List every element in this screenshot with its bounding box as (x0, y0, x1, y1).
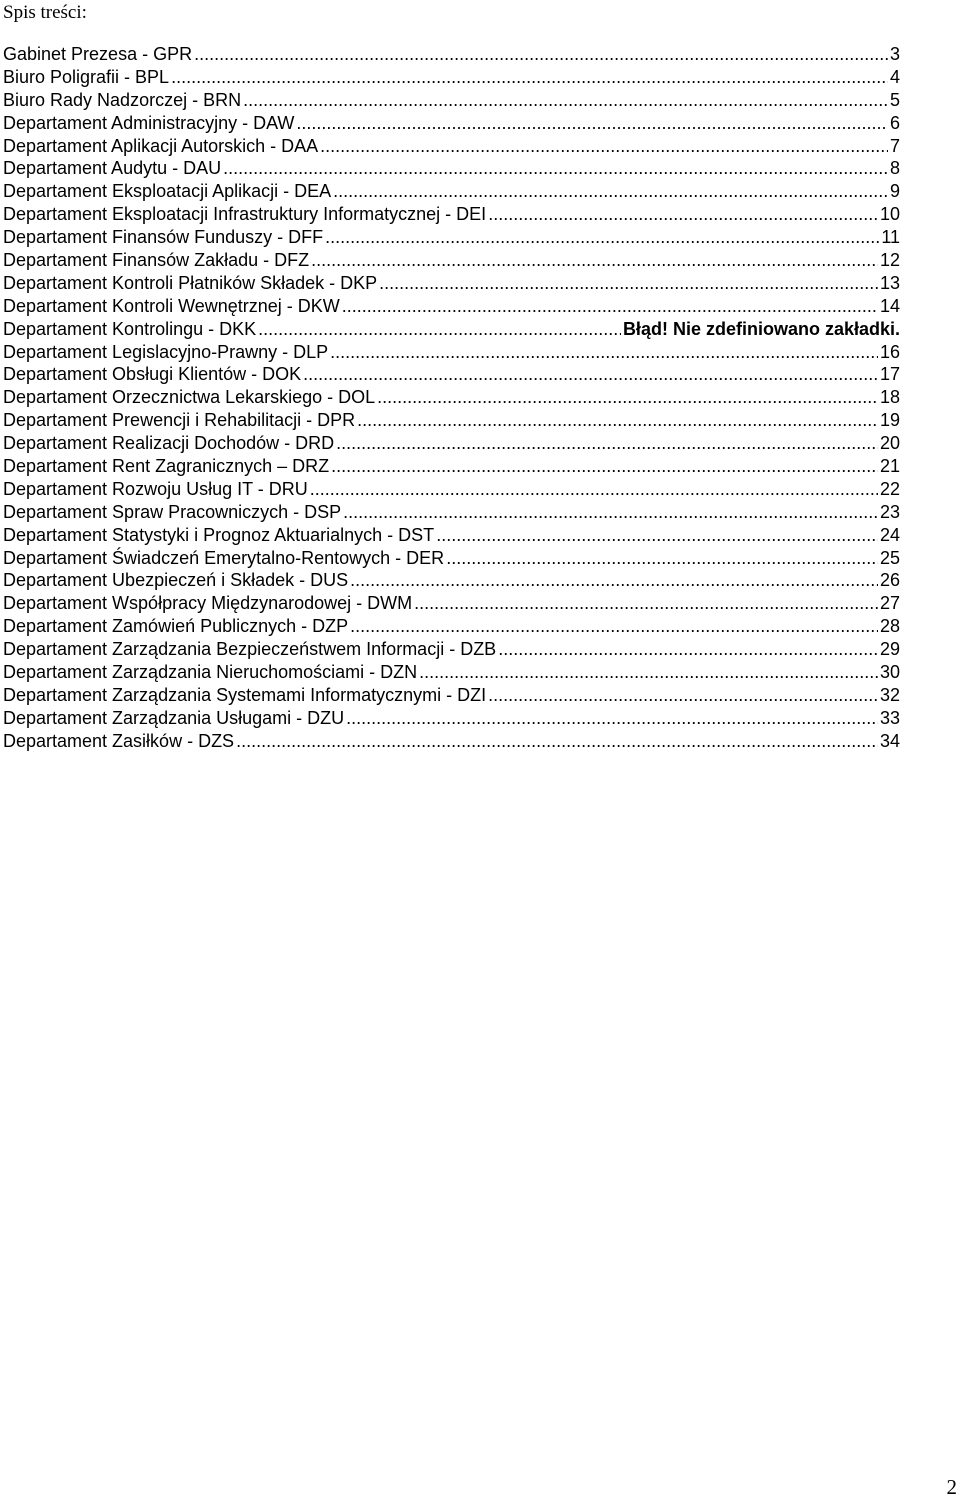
toc-entry[interactable] (3, 409, 900, 432)
toc-entry-page[interactable]: 34 (879, 730, 900, 751)
toc-entry-page[interactable]: 26 (879, 570, 900, 591)
toc-entry-page[interactable]: 29 (879, 639, 900, 660)
toc-entry-title[interactable]: Departament Zasiłków - DZS (3, 730, 235, 751)
toc-entry[interactable] (3, 89, 900, 112)
toc-entry-title[interactable]: Departament Spraw Pracowniczych - DSP (3, 501, 342, 522)
toc-entry-page[interactable]: 21 (879, 456, 900, 477)
toc-entry-page[interactable]: 33 (879, 707, 900, 728)
toc-entry-page[interactable]: 27 (879, 593, 900, 614)
toc-entry-title[interactable]: Departament Prewencji i Rehabilitacji - DPR (3, 410, 356, 431)
toc-entry[interactable] (3, 524, 900, 547)
toc-entry[interactable] (3, 112, 900, 135)
toc-dot-leader (236, 730, 878, 752)
toc-entry[interactable] (3, 272, 900, 295)
toc-dot-leader (357, 409, 878, 431)
toc-entry[interactable] (3, 226, 900, 249)
toc-entry-page[interactable]: 3 (889, 44, 900, 64)
toc-entry-title[interactable]: Departament Zarządzania Usługami - DZU (3, 707, 345, 728)
toc-entry-page[interactable]: 8 (889, 158, 900, 179)
toc-entry-title[interactable]: Departament Zarządzania Systemami Informatycznymi - DZI (3, 684, 487, 705)
toc-entry-title[interactable]: Departament Eksploatacji Infrastruktury Informatycznej - DEI (3, 204, 487, 225)
toc-entry-page[interactable]: 4 (889, 66, 900, 87)
toc-dot-leader (350, 569, 878, 591)
toc-dot-leader (346, 707, 878, 729)
toc-entry-title[interactable]: Departament Obsługi Klientów - DOK (3, 364, 302, 385)
toc-entry-title[interactable]: Departament Finansów Funduszy - DFF (3, 227, 324, 248)
toc-entry-title[interactable]: Departament Administracyjny - DAW (3, 112, 295, 133)
toc-entry-title[interactable]: Departament Aplikacji Autorskich - DAA (3, 135, 319, 156)
toc-dot-leader (171, 66, 888, 88)
toc-entry-page[interactable]: 16 (879, 341, 900, 362)
toc-entry-page[interactable]: 6 (889, 112, 900, 133)
toc-entry[interactable] (3, 341, 900, 364)
toc-entry-title[interactable]: Departament Realizacji Dochodów - DRD (3, 433, 335, 454)
toc-entry-title[interactable]: Departament Ubezpieczeń i Składek - DUS (3, 570, 349, 591)
toc-entry-title[interactable]: Departament Audytu - DAU (3, 158, 222, 179)
toc-entry-page[interactable]: 28 (879, 616, 900, 637)
toc-dot-leader (258, 318, 621, 340)
toc-dot-leader (488, 203, 878, 225)
toc-dot-leader (223, 157, 888, 179)
toc-entry-page[interactable]: 10 (879, 204, 900, 225)
toc-dot-leader (342, 295, 878, 317)
toc-entry[interactable] (3, 318, 900, 341)
toc-entry-title[interactable]: Departament Finansów Zakładu - DFZ (3, 250, 310, 271)
toc-entry-title[interactable]: Departament Kontroli Płatników Składek - DKP (3, 272, 378, 293)
toc-entry[interactable] (3, 638, 900, 661)
toc-dot-leader (377, 386, 878, 408)
toc-entry-title[interactable]: Departament Rozwoju Usług IT - DRU (3, 478, 308, 499)
toc-entry-page[interactable]: 12 (879, 250, 900, 271)
toc-dot-leader (331, 455, 878, 477)
toc-entry[interactable] (3, 135, 900, 158)
toc-entry-page[interactable]: 5 (889, 89, 900, 110)
toc-entry-page[interactable]: 20 (879, 433, 900, 454)
toc-entry[interactable] (3, 363, 900, 386)
toc-entry-page[interactable]: 23 (879, 501, 900, 522)
toc-entry-title[interactable]: Biuro Rady Nadzorczej - BRN (3, 89, 242, 110)
toc-entry[interactable] (3, 295, 900, 318)
toc-dot-leader (243, 89, 888, 111)
toc-entry[interactable] (3, 157, 900, 180)
toc-entry-page[interactable]: 19 (879, 410, 900, 431)
toc-entry-page[interactable]: 18 (879, 387, 900, 408)
toc-entry[interactable] (3, 478, 900, 501)
toc-entry-title[interactable]: Departament Kontrolingu - DKK (3, 318, 257, 339)
toc-entry-page[interactable]: 17 (879, 364, 900, 385)
toc-entry-title[interactable]: Departament Orzecznictwa Lekarskiego - DOL (3, 387, 376, 408)
toc-dot-leader (488, 684, 878, 706)
toc-dot-leader (379, 272, 878, 294)
page-number: 2 (946, 1475, 957, 1499)
toc-entry-page[interactable]: 13 (879, 272, 900, 293)
toc-entry-page[interactable]: 25 (879, 547, 900, 568)
toc-dot-leader (310, 478, 878, 500)
toc-entry-page[interactable]: 11 (881, 227, 900, 248)
toc-dot-leader (343, 501, 878, 523)
toc-entry[interactable] (3, 66, 900, 89)
toc-dot-leader (194, 43, 888, 65)
toc-entry-title[interactable]: Departament Współpracy Międzynarodowej - DWM (3, 593, 413, 614)
toc-dot-leader (320, 135, 888, 157)
toc-entry-page[interactable]: 14 (879, 295, 900, 316)
toc-entry-title[interactable]: Departament Zarządzania Nieruchomościami - DZN (3, 662, 418, 683)
toc-entry-page[interactable]: 7 (889, 135, 900, 156)
toc-entry-page[interactable]: 24 (879, 524, 900, 545)
toc-dot-leader (333, 180, 888, 202)
toc-entry-page[interactable]: 22 (879, 478, 900, 499)
toc-entry[interactable] (3, 684, 900, 707)
toc-entry-title[interactable]: Departament Rent Zagranicznych – DRZ (3, 456, 330, 477)
toc-dot-leader (350, 615, 878, 637)
toc-entry-title[interactable]: Departament Eksploatacji Aplikacji - DEA (3, 181, 332, 202)
toc-entry[interactable] (3, 615, 900, 638)
toc-entry-title[interactable]: Departament Statystyki i Prognoz Aktuarialnych - DST (3, 524, 435, 545)
toc-entry[interactable] (3, 455, 900, 478)
toc-heading: Spis treści: (3, 2, 87, 23)
toc-entry[interactable] (3, 730, 900, 753)
toc-dot-leader (498, 638, 878, 660)
toc-dot-leader (414, 592, 878, 614)
toc-entry-title[interactable]: Departament Kontroli Wewnętrznej - DKW (3, 295, 340, 316)
toc-entry[interactable] (3, 707, 900, 730)
toc-entry-title[interactable]: Departament Legislacyjno-Prawny - DLP (3, 341, 329, 362)
toc-dot-leader (311, 249, 878, 271)
toc-entry[interactable] (3, 432, 900, 455)
toc-dot-leader (336, 432, 878, 454)
toc-entry[interactable] (3, 569, 900, 592)
toc-entry-page[interactable]: 9 (889, 181, 900, 202)
toc-dot-leader (296, 112, 888, 134)
toc-dot-leader (330, 341, 878, 363)
toc-entry-title[interactable]: Biuro Poligrafii - BPL (3, 66, 170, 87)
toc-entry-page[interactable]: 32 (879, 684, 900, 705)
toc-entry-title[interactable]: Gabinet Prezesa - GPR (3, 44, 193, 64)
toc-entry-page[interactable]: 30 (879, 662, 900, 683)
table-of-contents (3, 43, 900, 753)
toc-entry[interactable] (3, 547, 900, 570)
toc-entry[interactable] (3, 501, 900, 524)
toc-entry[interactable] (3, 180, 900, 203)
toc-dot-leader (436, 524, 878, 546)
toc-entry-title[interactable]: Departament Świadczeń Emerytalno-Rentowych - DER (3, 547, 445, 568)
toc-entry-title[interactable]: Departament Zarządzania Bezpieczeństwem Informacji - DZB (3, 639, 497, 660)
toc-dot-leader (419, 661, 878, 683)
toc-entry[interactable] (3, 249, 900, 272)
toc-dot-leader (303, 363, 878, 385)
toc-entry[interactable] (3, 592, 900, 615)
toc-dot-leader (446, 547, 878, 569)
toc-entry[interactable] (3, 661, 900, 684)
toc-entry[interactable] (3, 43, 900, 66)
toc-entry-page[interactable]: Błąd! Nie zdefiniowano zakładki. (622, 318, 900, 339)
toc-entry[interactable] (3, 203, 900, 226)
toc-entry-title[interactable]: Departament Zamówień Publicznych - DZP (3, 616, 349, 637)
toc-dot-leader (325, 226, 879, 248)
toc-entry[interactable] (3, 386, 900, 409)
